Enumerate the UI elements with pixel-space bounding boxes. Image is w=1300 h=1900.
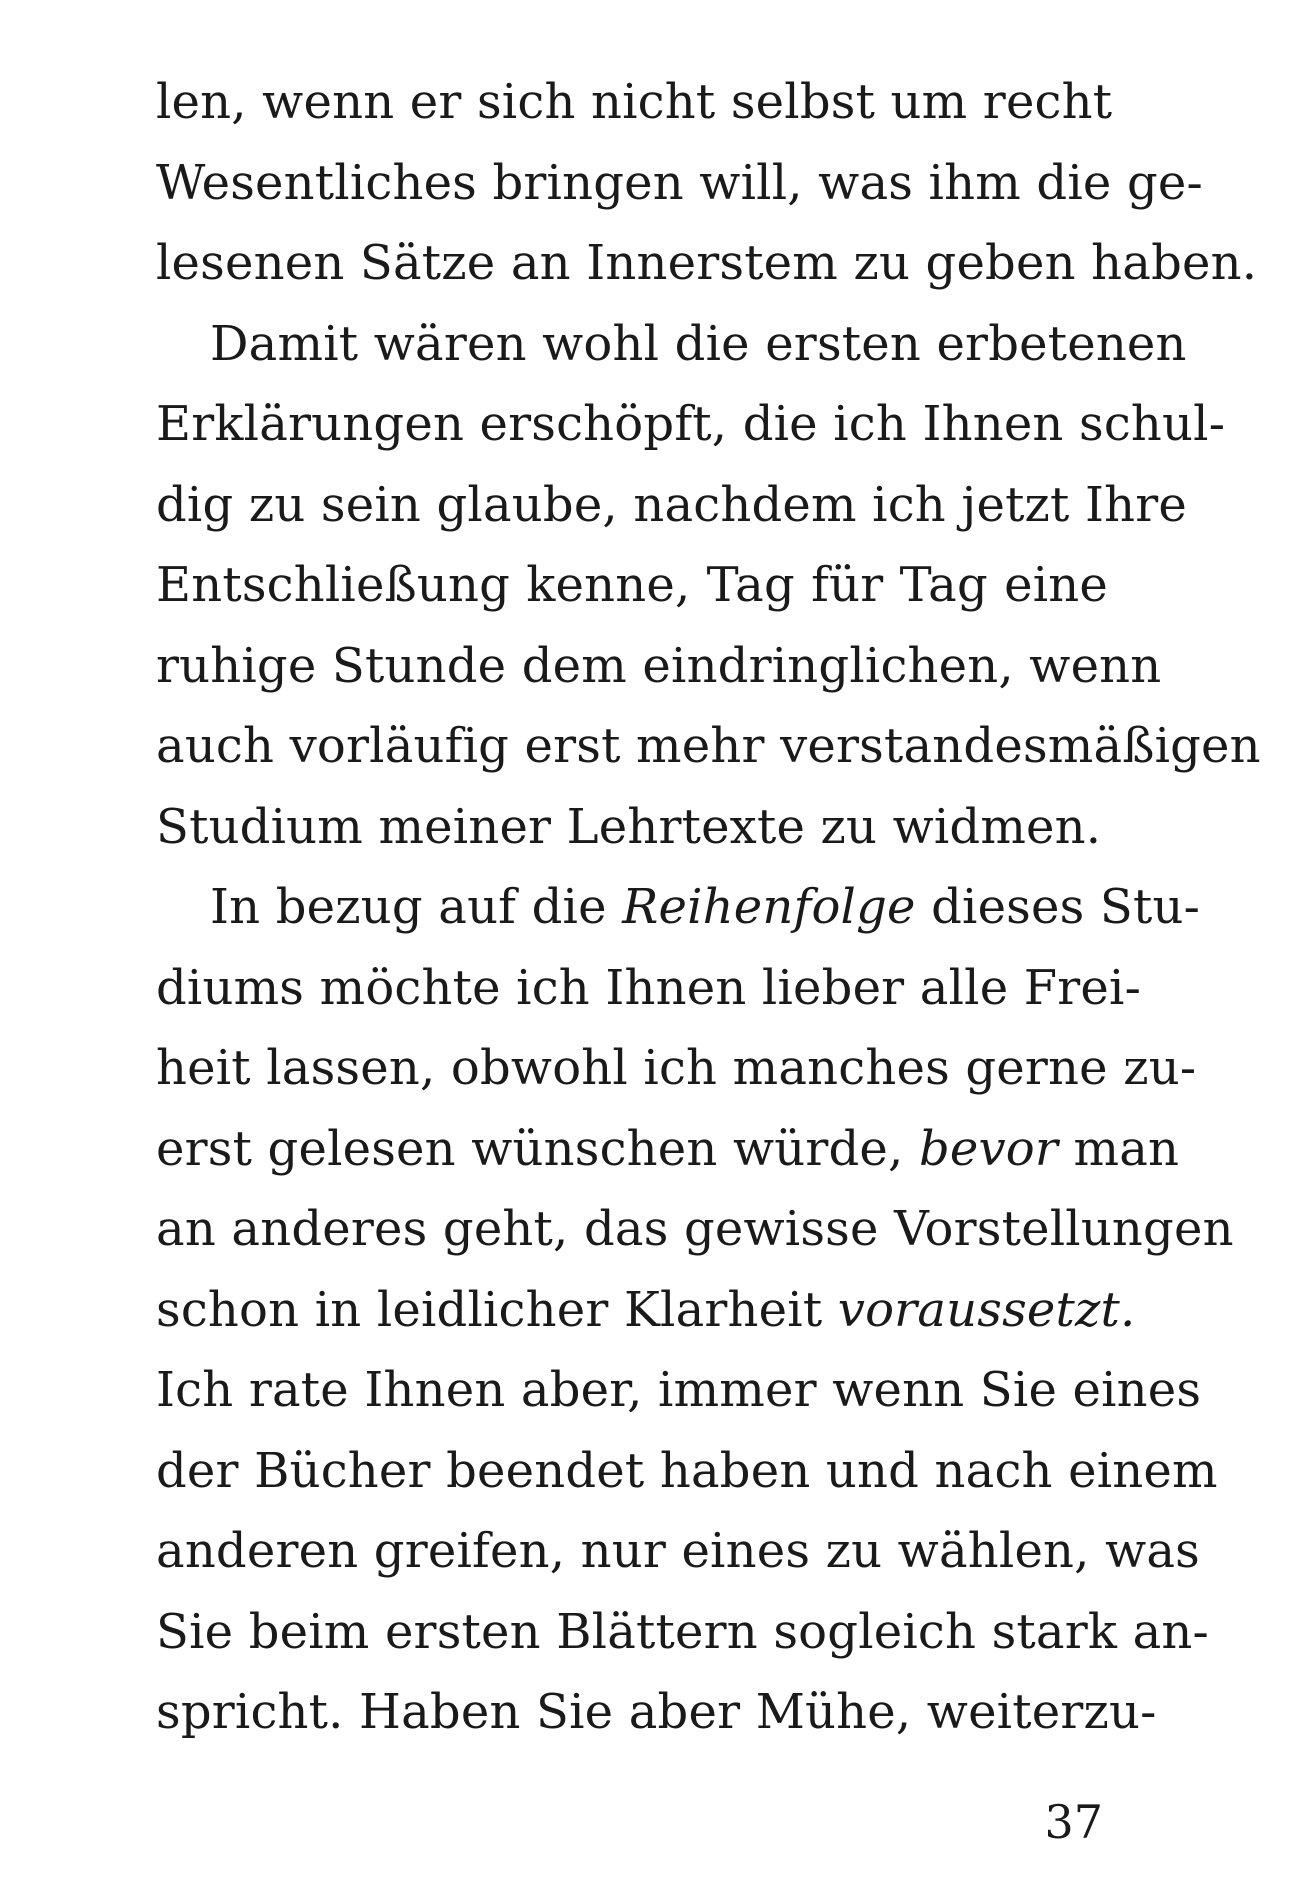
- text-line: anderen greifen, nur eines zu wählen, was: [156, 1523, 1201, 1579]
- text-line: der Bücher beendet haben und nach einem: [156, 1442, 1218, 1499]
- body-text: [156, 62, 1261, 1753]
- text-line: an anderes geht, das gewisse Vorstellungen: [156, 1201, 1234, 1257]
- page-number: 37: [1044, 1795, 1103, 1849]
- text-line: heit lassen, obwohl ich manches gerne zu-: [156, 1040, 1197, 1096]
- text-line: ruhige Stunde dem eindringlichen, wenn: [156, 637, 1162, 694]
- text-run: man: [1058, 1120, 1180, 1177]
- text-line: dig zu sein glaube, nachdem ich jetzt Ihre: [156, 476, 1188, 533]
- text-line: Entschließung kenne, Tag für Tag eine: [156, 557, 1108, 613]
- text-run: dieses Stu-: [915, 879, 1201, 935]
- text-line: [156, 867, 1201, 948]
- text-line: [156, 1109, 1180, 1190]
- text-run: In bezug auf die: [210, 879, 623, 935]
- text-line: Erklärungen erschöpft, die ich Ihnen schul-: [156, 396, 1226, 452]
- text-line: [156, 1270, 1136, 1351]
- text-line: Sie beim ersten Blättern sogleich stark an-: [156, 1603, 1209, 1660]
- text-line: lesenen Sätze an Innerstem zu geben haben.: [156, 235, 1258, 291]
- text-line: Studium meiner Lehrtexte zu widmen.: [156, 798, 1102, 855]
- text-run: schon in leidlicher Klarheit: [156, 1281, 838, 1338]
- text-line: Ich rate Ihnen aber, immer wenn Sie eines: [156, 1362, 1202, 1418]
- text-line: Damit wären wohl die ersten erbetenen: [210, 315, 1187, 372]
- emphasis-text: bevor: [918, 1120, 1059, 1177]
- text-line: auch vorläufig erst mehr verstandesmäßigen: [156, 718, 1261, 774]
- text-line: len, wenn er sich nicht selbst um recht: [156, 74, 1113, 130]
- emphasis-text: Reihenfolge: [622, 879, 916, 935]
- text-run: erst gelesen wünschen würde,: [156, 1120, 919, 1177]
- emphasis-text: voraussetzt.: [837, 1281, 1136, 1338]
- text-line: Wesentliches bringen will, was ihm die ge-: [156, 154, 1203, 211]
- text-line: spricht. Haben Sie aber Mühe, weiterzu-: [156, 1684, 1157, 1740]
- text-line: diums möchte ich Ihnen lieber alle Frei-: [156, 959, 1141, 1016]
